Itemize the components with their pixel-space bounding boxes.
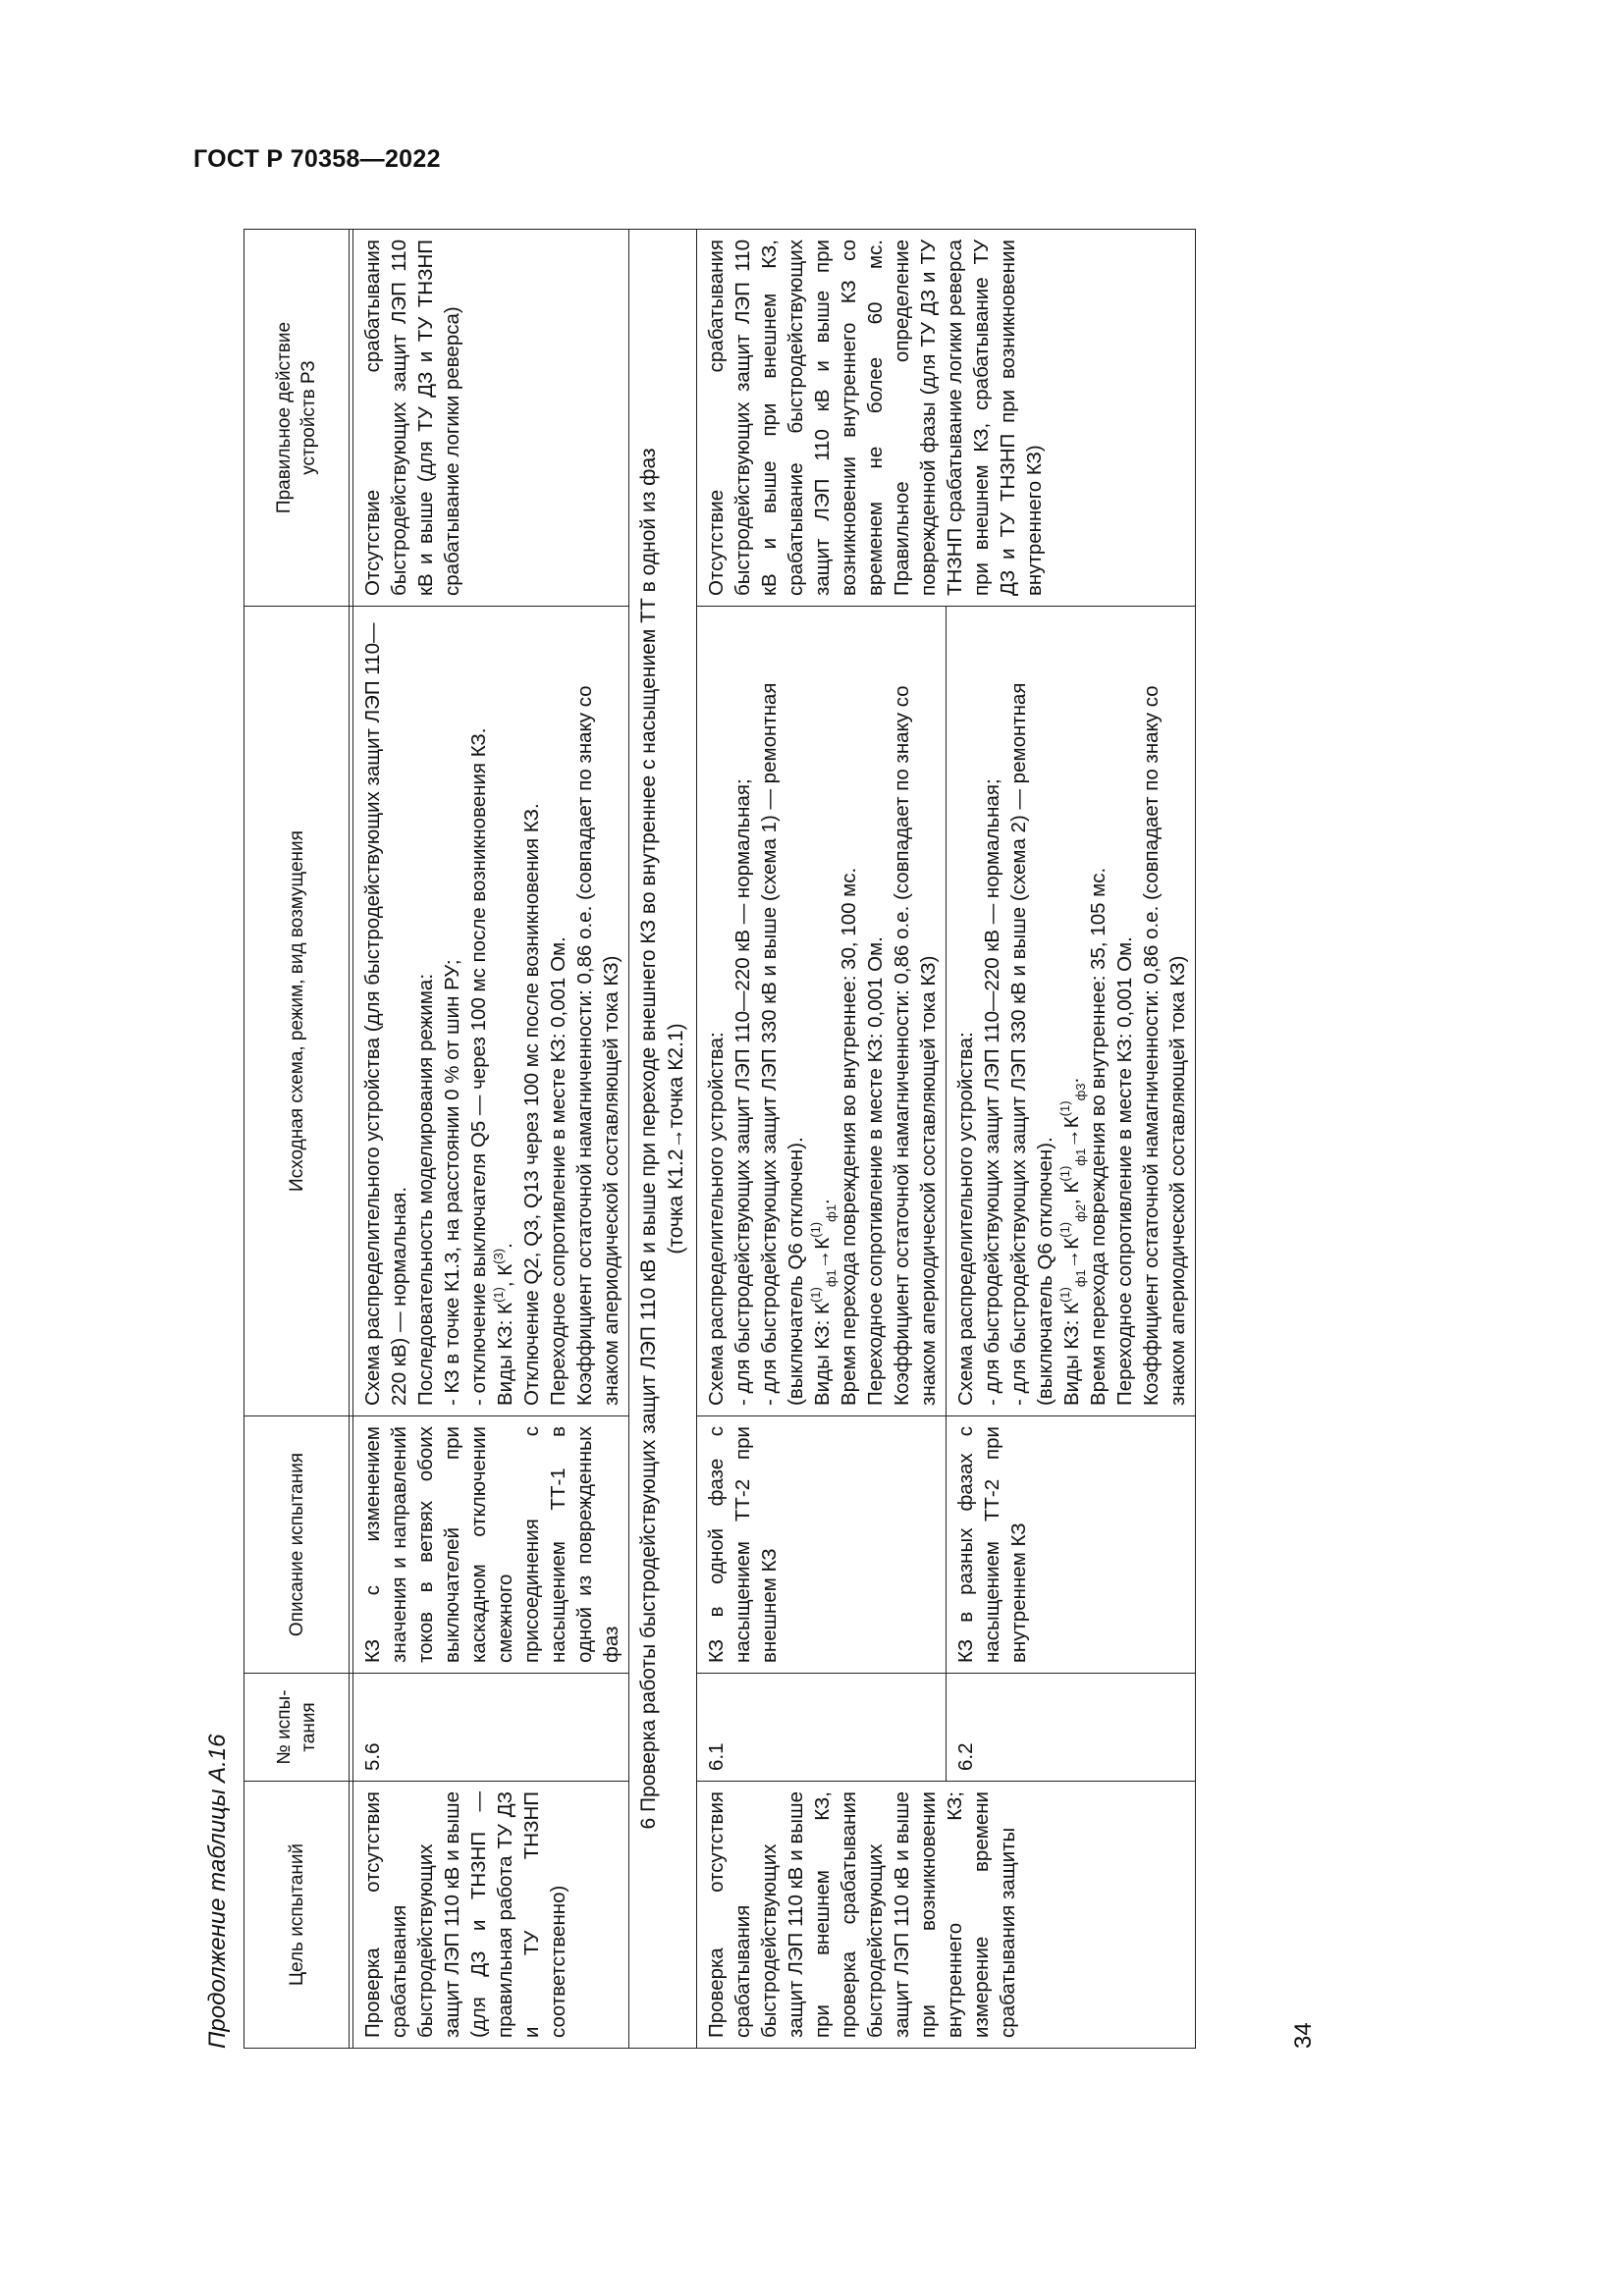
goal-cell: Проверка отсутствия срабатывания быстродействующих защит ЛЭП 110 кВ и выше (для ДЗ и ТНЗНП — правильная работа ТУ ДЗ и ТУ ТНЗНП соответственно) [353,1782,629,2049]
scheme-cell [697,607,947,1416]
scheme-line: Переходное сопротивление в месте КЗ: 0,001 Ом. [1113,936,1136,1406]
fault-kinds-separator: , К [494,1263,516,1288]
scheme-line: Коэффициент остаточной намагниченности: 0,86 о.е. (совпадает по знаку со знаком апериодической составляющей тока КЗ) [891,685,940,1406]
fault-kind-superscript: (1) [1057,1100,1073,1117]
scheme-line: Схема распределительного устройства: [705,1032,728,1406]
scheme-line: - для быстродействующих защит ЛЭП 110—220 кВ — нормальная; [981,778,1003,1406]
fault-kinds-suffix: . [811,1199,834,1204]
fault-kind-superscript: (1) [808,1221,824,1238]
phase-subscript: ф3 [1073,1083,1089,1101]
test-number-cell: 6.1 [697,1674,947,1782]
section-heading-line: (точка К1.2→точка К2.1) [665,1023,687,1255]
phase-subscript: ф1 [824,1203,839,1222]
test-table [244,229,1196,2049]
fault-kinds-arrow: →К [1060,1237,1083,1270]
fault-kinds-line [492,616,518,1406]
test-number-cell: 6.2 [947,1674,1196,1782]
scheme-cell [353,607,629,1416]
page-number: 34 [1290,2022,1317,2049]
column-header-action: Правильное действие устройств РЗ [244,230,350,607]
fault-kind-superscript: (1) [1057,1221,1073,1238]
description-cell: КЗ в одной фазе с насыщением ТТ-2 при внешнем КЗ [697,1416,947,1674]
section-heading-line: 6 Проверка работы быстродействующих защит ЛЭП 110 кВ и выше при переходе внешнего КЗ во внутреннее с насыщением ТТ в одной из фаз [637,448,660,1830]
scheme-line: Коэффициент остаточной намагниченности: 0,86 о.е. (совпадает по знаку со знаком апериодической составляющей тока КЗ) [573,685,623,1406]
fault-kinds-prefix: Виды КЗ: К [494,1303,516,1406]
test-number-cell: 5.6 [353,1674,629,1782]
scheme-line: Время перехода повреждения во внутреннее: 35, 105 мс. [1087,867,1110,1406]
phase-subscript: ф1 [1073,1269,1089,1288]
section-heading [629,230,697,2049]
fault-kind-superscript: (3) [491,1248,507,1264]
fault-kinds-arrow: →К [811,1237,834,1270]
scheme-line: - для быстродействующих защит ЛЭП 110—220 кВ — нормальная; [731,778,754,1406]
fault-kind-superscript: (1) [1057,1287,1073,1304]
scheme-line: - для быстродействующих защит ЛЭП 330 кВ и выше (схема 1) — ремонтная (выключатель Q6 отключен). [758,682,807,1406]
fault-kinds-prefix: Виды КЗ: К [1060,1303,1083,1406]
table-caption: Продолжение таблицы А.16 [204,1734,231,2049]
scheme-line: Коэффициент остаточной намагниченности: 0,86 о.е. (совпадает по знаку со знаком апериодической составляющей тока КЗ) [1140,685,1189,1406]
table-header-row [244,230,350,2049]
scheme-line: - КЗ в точке К1.3, на расстоянии 0 % от шин РУ; [441,959,463,1406]
table-row-6-1 [697,230,947,2049]
description-cell: КЗ с изменением значения и направлений токов в ветвях обоих выключателей при каскадном отключении смежного присоединения с насыщением ТТ-1 в одной из поврежденных фаз [353,1416,629,1674]
scheme-line: Переходное сопротивление в месте КЗ: 0,001 Ом. [864,936,887,1406]
fault-kinds-line [808,616,839,1406]
fault-kinds-line [1057,616,1089,1406]
fault-kinds-suffix: . [1060,1077,1083,1084]
rotated-table-page [196,230,1326,2049]
fault-kinds-prefix: Виды КЗ: К [811,1303,834,1406]
scheme-line: - отключение выключателя Q5 — через 100 мс после возникновения КЗ. [467,727,490,1406]
scheme-line: Переходное сопротивление в месте КЗ: 0,001 Ом. [547,936,569,1406]
fault-kinds-separator: , К [1060,1181,1083,1204]
scheme-line: Схема распределительного устройства (для быстродействующих защит ЛЭП 110—220 кВ) — нормальная. [361,622,410,1406]
fault-kinds-arrow: →К [1060,1116,1083,1148]
fault-kinds-suffix: . [494,1243,516,1249]
scheme-cell [947,607,1196,1416]
column-header-scheme: Исходная схема, режим, вид возмущения [244,607,350,1416]
fault-kind-superscript: (1) [1057,1165,1073,1182]
column-header-number: № испы- тания [244,1674,350,1782]
action-cell: Отсутствие срабатывания быстродействующих защит ЛЭП 110 кВ и выше (для ТУ ДЗ и ТУ ТНЗНП срабатывание логики реверса) [353,230,629,607]
fault-kind-superscript: (1) [808,1287,824,1304]
document-code: ГОСТ Р 70358—2022 [193,145,441,173]
scheme-line: - для быстродействующих защит ЛЭП 330 кВ и выше (схема 2) — ремонтная (выключатель Q6 отключен). [1007,682,1056,1406]
table-row-5-6 [353,230,629,2049]
phase-subscript: ф1 [1073,1148,1089,1166]
column-header-description: Описание испытания [244,1416,350,1674]
scheme-line: Последовательность моделирования режима: [414,973,437,1406]
column-header-goal: Цель испытаний [244,1782,350,2049]
fault-kind-superscript: (1) [491,1287,507,1304]
table-section-row-6 [629,230,697,2049]
goal-cell: Проверка отсутствия срабатывания быстродействующих защит ЛЭП 110 кВ и выше при внешнем КЗ, проверка срабатывания быстродействующих защит ЛЭП 110 кВ и выше при возникновении внутреннего КЗ; измерение времени срабатывания защиты [697,1782,1196,2049]
phase-subscript: ф1 [824,1269,839,1288]
action-cell: Отсутствие срабатывания быстродействующих защит ЛЭП 110 кВ и выше при внешнем КЗ, срабатывание быстродействующих защит ЛЭП 110 кВ и выше при возникновении внутреннего КЗ со временем не более 60 мс. Правильное определение поврежденной фазы (для ТУ ДЗ и ТУ ТНЗНП срабатывание логики реверса при внешнем КЗ, срабатывание ТУ ДЗ и ТУ ТНЗНП при возникновении внутреннего КЗ) [697,230,1196,607]
scheme-line: Схема распределительного устройства: [954,1032,977,1406]
description-cell: КЗ в разных фазах с насыщением ТТ-2 при внутреннем КЗ [947,1416,1196,1674]
scheme-line: Отключение Q2, Q3, Q13 через 100 мс после возникновения КЗ. [520,803,543,1406]
scheme-line: Время перехода повреждения во внутреннее: 30, 100 мс. [838,867,860,1406]
phase-subscript: ф2 [1073,1203,1089,1222]
